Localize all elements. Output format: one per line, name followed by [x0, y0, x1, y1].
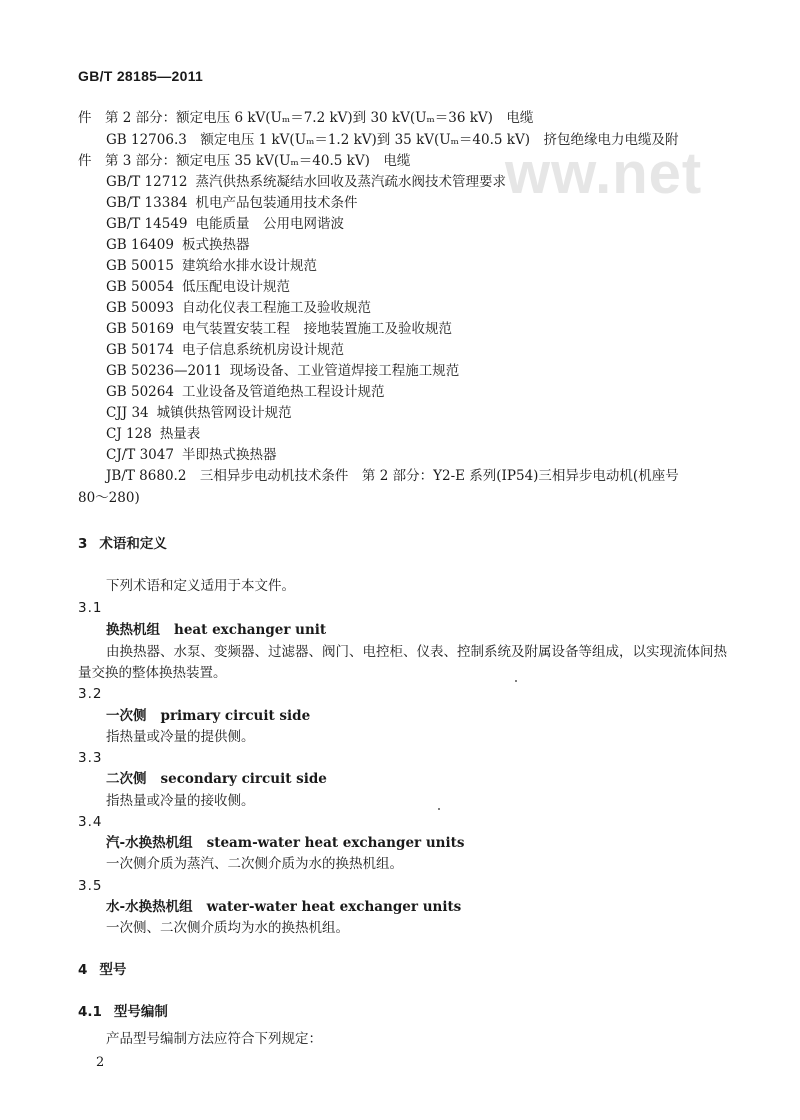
ref-code: GB 50236—2011	[106, 363, 222, 379]
section-title: 型号	[99, 962, 127, 978]
ref-title: 工业设备及管道绝热工程设计规范	[181, 384, 385, 400]
ref-title: 低压配电设计规范	[181, 279, 290, 295]
term-en: heat exchanger unit	[174, 622, 327, 638]
term-zh: 水-水换热机组	[106, 899, 193, 915]
term-en: steam-water heat exchanger units	[206, 835, 465, 851]
ref-item	[106, 218, 344, 232]
section-number: 3	[78, 536, 88, 552]
subsection-title: 型号编制	[113, 1004, 168, 1020]
ref-title: 电气装置安装工程 接地装置施工及验收规范	[181, 321, 452, 337]
term-zh: 换热机组	[106, 622, 160, 638]
term-definition: 指热量或冷量的接收侧。	[106, 793, 255, 809]
section-3-heading	[78, 538, 167, 552]
term-definition: 指热量或冷量的提供侧。	[106, 729, 255, 745]
ref-title: 蒸汽供热系统凝结水回收及蒸汽疏水阀技术管理要求	[195, 174, 506, 190]
ref-code: GB 50093	[106, 300, 174, 316]
term-zh: 一次侧	[106, 708, 147, 724]
ref-code: GB 50174	[106, 342, 174, 358]
term-en: water-water heat exchanger units	[206, 899, 462, 915]
term-number: 3.2	[78, 686, 103, 702]
ref-code: CJ/T 3047	[106, 447, 174, 463]
ref-code: GB 16409	[106, 237, 174, 253]
ref-item	[106, 281, 290, 295]
term-zh: 汽-水换热机组	[106, 835, 193, 851]
ref-item	[106, 449, 276, 463]
ref-code: CJJ 34	[106, 405, 149, 421]
ref-continuation-line: 件 第 2 部分：额定电压 6 kV(Uₘ＝7.2 kV)到 30 kV(Uₘ＝36 kV) 电缆	[78, 110, 534, 126]
ref-code: GB 50264	[106, 384, 174, 400]
ref-title: 热量表	[159, 426, 201, 442]
ref-code: GB/T 12712	[106, 174, 188, 190]
ref-item	[106, 386, 384, 400]
ref-title: 机电产品包装通用技术条件	[195, 195, 358, 211]
term-heading	[106, 710, 310, 724]
term-heading	[106, 837, 464, 851]
term-heading	[106, 773, 327, 787]
section-4-text: 产品型号编制方法应符合下列规定：	[106, 1031, 322, 1047]
scan-speck	[438, 808, 440, 810]
ref-title: 现场设备、工业管道焊接工程施工规范	[229, 363, 460, 379]
ref-continuation-line: 件 第 3 部分：额定电压 35 kV(Uₘ＝40.5 kV) 电缆	[78, 153, 411, 169]
page-number: 2	[96, 1055, 105, 1070]
section-title: 术语和定义	[99, 536, 167, 552]
ref-code: GB 50169	[106, 321, 174, 337]
term-number: 3.4	[78, 814, 103, 830]
term-en: secondary circuit side	[160, 771, 327, 787]
term-number: 3.5	[78, 878, 103, 894]
ref-code: GB/T 14549	[106, 216, 188, 232]
scan-speck	[515, 680, 517, 682]
section-number: 4	[78, 962, 88, 978]
term-definition-continued: 量交换的整体换热装置。	[78, 665, 227, 681]
ref-code: GB 50054	[106, 279, 174, 295]
document-header: GB/T 28185—2011	[78, 68, 204, 84]
ref-item	[106, 428, 200, 442]
ref-item	[106, 365, 459, 379]
section-4-heading	[78, 964, 126, 978]
term-heading	[106, 901, 461, 915]
ref-title: 城镇供热管网设计规范	[156, 405, 292, 421]
term-definition: 由换热器、水泵、变频器、过滤器、阀门、电控柜、仪表、控制系统及附属设备等组成，以实现流体间热	[106, 644, 727, 660]
ref-item	[106, 260, 317, 274]
ref-title: 半即热式换热器	[181, 447, 277, 463]
term-number: 3.3	[78, 750, 103, 766]
ref-item	[106, 344, 344, 358]
term-definition: 一次侧、二次侧介质均为水的换热机组。	[106, 920, 349, 936]
ref-item	[106, 407, 292, 421]
ref-code: GB 50015	[106, 258, 174, 274]
ref-item	[106, 323, 452, 337]
ref-line-jb8680: JB/T 8680.2 三相异步电动机技术条件 第 2 部分：Y2-E 系列(IP54)三相异步电动机(机座号	[106, 468, 679, 484]
ref-line-gb12706: GB 12706.3 额定电压 1 kV(Uₘ＝1.2 kV)到 35 kV(Uₘ＝40.5 kV) 挤包绝缘电力电缆及附	[106, 132, 679, 148]
ref-title: 电能质量 公用电网谐波	[195, 216, 344, 232]
section-3-intro: 下列术语和定义适用于本文件。	[106, 578, 295, 594]
ref-code: CJ 128	[106, 426, 152, 442]
ref-title: 板式换热器	[181, 237, 250, 253]
term-number: 3.1	[78, 600, 103, 616]
ref-item	[106, 239, 249, 253]
term-zh: 二次侧	[106, 771, 147, 787]
ref-title: 自动化仪表工程施工及验收规范	[181, 300, 371, 316]
subsection-number: 4.1	[78, 1004, 102, 1020]
ref-title: 建筑给水排水设计规范	[181, 258, 317, 274]
ref-item	[106, 302, 371, 316]
term-heading	[106, 624, 326, 638]
ref-continuation-line: 80～280)	[78, 490, 140, 506]
ref-item	[106, 176, 506, 190]
ref-code: GB/T 13384	[106, 195, 188, 211]
subsection-4-1-heading	[78, 1006, 168, 1020]
ref-title: 电子信息系统机房设计规范	[181, 342, 344, 358]
term-en: primary circuit side	[160, 708, 311, 724]
term-definition: 一次侧介质为蒸汽、二次侧介质为水的换热机组。	[106, 856, 403, 872]
ref-item	[106, 197, 358, 211]
watermark: ww.net	[505, 141, 703, 206]
